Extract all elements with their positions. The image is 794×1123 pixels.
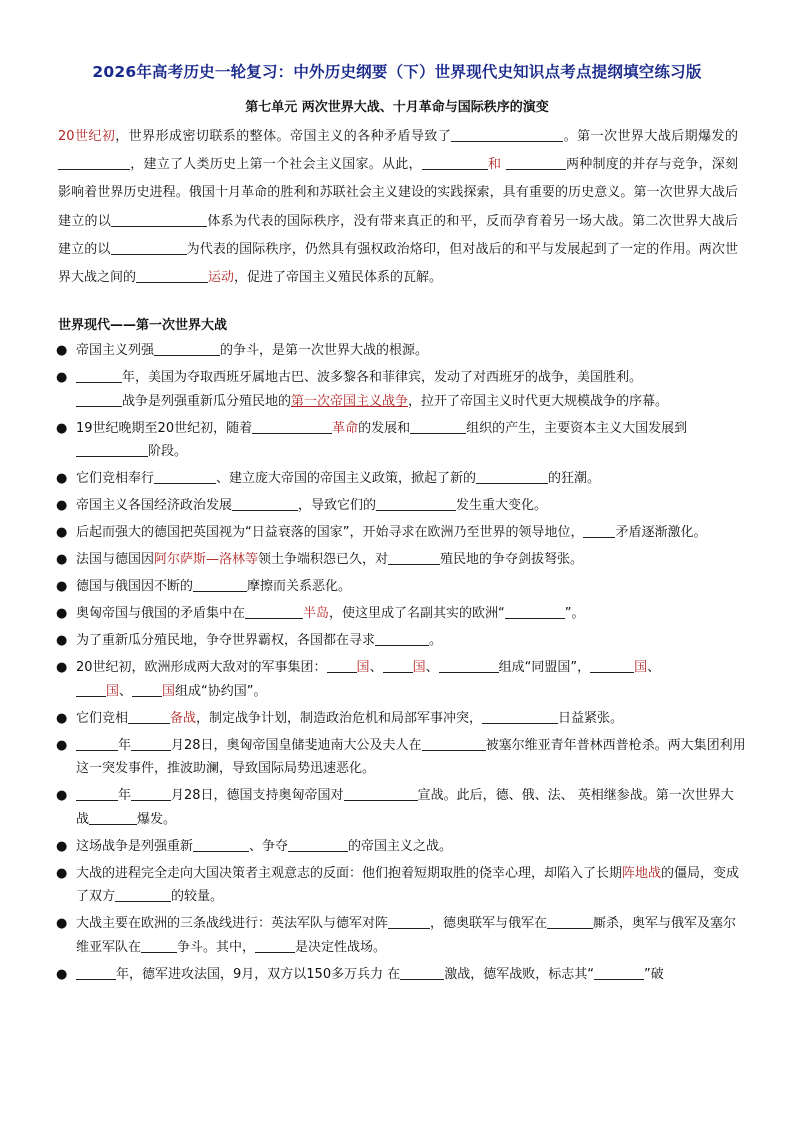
- fill-blank[interactable]: [115, 887, 171, 902]
- fill-blank[interactable]: [76, 965, 116, 980]
- bullet-icon: ●: [56, 966, 68, 982]
- list-item: [56, 784, 746, 831]
- item-text: 法国与德国因: [76, 552, 155, 568]
- bullet-icon: ●: [56, 343, 68, 358]
- item-text: 宣战。此后，德、俄、法、 英相继参战。第一次世界大战: [76, 788, 734, 827]
- item-text: 、争夺: [249, 838, 289, 854]
- intro-text: ，世界形成密切联系的整体。帝国主义的各种矛盾导致了: [115, 129, 452, 144]
- item-text: 20世纪初，欧洲形成两大敌对的军事集团：: [76, 660, 327, 676]
- item-text: 19世纪晚期至20世纪初，随着: [76, 420, 253, 436]
- item-text: 战争是列强重新瓜分殖民地的: [122, 393, 292, 409]
- item-text: 国: [634, 660, 648, 676]
- list-item: [56, 521, 746, 545]
- intro-text: 20世纪初: [58, 129, 116, 144]
- intro-text: 和: [487, 157, 502, 173]
- item-text: ”破: [643, 966, 664, 982]
- bullet-icon: ●: [56, 552, 68, 568]
- item-text: 月28日，德国支持奥匈帝国对: [171, 788, 344, 804]
- item-text: 、: [119, 683, 133, 699]
- fill-blank[interactable]: [383, 658, 413, 673]
- fill-blank[interactable]: [590, 658, 634, 673]
- item-text: 帝国主义列强: [76, 343, 155, 358]
- item-text: ，制定战争计划，制造政治危机和局部军事冲突，: [196, 710, 483, 726]
- list-item: [56, 339, 746, 363]
- item-text: 的帝国主义之战。: [348, 838, 453, 854]
- item-text: ，拉开了帝国主义时代更大规模战争的序幕。: [408, 393, 669, 409]
- item-text: 组成“协约国”。: [175, 683, 267, 699]
- item-text: 阵地战: [622, 865, 662, 881]
- item-text: 摩擦而关系恶化。: [247, 579, 352, 595]
- item-text: 日益紧张。: [558, 710, 624, 726]
- item-text: 国: [162, 683, 176, 699]
- item-text: 厮杀，奥军与俄军及塞尔维亚军队在: [76, 916, 737, 955]
- fill-blank[interactable]: [58, 155, 130, 170]
- bullet-icon: ●: [56, 606, 68, 622]
- item-text: 大战主要在欧洲的三条战线进行：英法军队与德军对阵: [76, 916, 389, 932]
- bullet-list: [56, 339, 746, 990]
- item-text: 国: [106, 683, 120, 699]
- item-text: 组成“同盟国”，: [498, 660, 591, 676]
- fill-blank[interactable]: [547, 914, 593, 929]
- bullet-icon: ●: [56, 838, 68, 854]
- item-text: ”。: [564, 606, 585, 622]
- fill-blank[interactable]: [327, 658, 357, 673]
- fill-blank[interactable]: [439, 658, 499, 673]
- unit-subtitle: 第七单元 两次世界大战、十月革命与国际秩序的演变: [245, 100, 549, 115]
- fill-blank[interactable]: [111, 212, 207, 227]
- item-text: 它们竞相: [76, 710, 129, 726]
- fill-blank[interactable]: [476, 469, 548, 484]
- item-text: 年，德军进攻法国，9月，双方以150多万兵力 在: [116, 966, 401, 982]
- fill-blank[interactable]: [388, 914, 430, 929]
- intro-text: 体系为代表的国际秩序，没有带来真正的和平，反而孕育着另一场大战。第二次世界大战后 建立的以: [58, 213, 738, 257]
- bullet-icon: ●: [56, 737, 68, 753]
- intro-text: ，建立了人类历史上第一个社会主义国家。从此，: [130, 157, 422, 173]
- fill-blank[interactable]: [422, 155, 488, 170]
- fill-blank[interactable]: [76, 786, 118, 801]
- list-item: [56, 656, 746, 703]
- fill-blank[interactable]: [245, 604, 303, 619]
- item-text: 被塞尔维亚青年普林西普枪杀。两大集团利用这一突发事件，推波助澜，导致国际局势迅速恶化。: [76, 737, 746, 777]
- fill-blank[interactable]: [154, 469, 216, 484]
- fill-blank[interactable]: [375, 631, 429, 646]
- item-text: 殖民地的争夺剑拔弩张。: [440, 552, 584, 568]
- item-text: 、: [369, 660, 383, 676]
- fill-blank[interactable]: [89, 810, 137, 825]
- list-item: [56, 467, 746, 491]
- bullet-icon: ●: [56, 471, 68, 487]
- item-text: 阶段。: [148, 444, 188, 460]
- intro-paragraph: [58, 123, 738, 292]
- item-text: 的发展和: [358, 420, 411, 436]
- item-text: 这场战争是列强重新: [76, 838, 194, 854]
- fill-blank[interactable]: [422, 736, 486, 751]
- item-text: 领土争端积怨已久，对: [258, 552, 389, 568]
- fill-blank[interactable]: [400, 965, 444, 980]
- item-text: 激战，德军战败，标志其“: [444, 966, 594, 982]
- item-text: 月28日，奥匈帝国皇储斐迪南大公及夫人在: [171, 737, 422, 753]
- intro-text: 运动: [208, 270, 235, 286]
- bullet-icon: ●: [56, 498, 68, 514]
- fill-blank[interactable]: [76, 736, 118, 751]
- item-text: 为了重新瓜分殖民地，争夺世界霸权，各国都在寻求: [76, 633, 376, 649]
- list-item: [56, 548, 746, 572]
- list-item: [56, 912, 746, 959]
- fill-blank[interactable]: [76, 368, 122, 383]
- fill-blank[interactable]: [410, 419, 466, 434]
- item-text: 组织的产生，主要资本主义大国发展到: [466, 420, 688, 436]
- fill-blank[interactable]: [76, 682, 106, 697]
- item-text: 的僵局，变成了双方: [76, 865, 740, 905]
- item-text: 矛盾逐渐激化。: [615, 525, 707, 541]
- item-text: 阿尔萨斯—洛林等: [154, 552, 259, 568]
- fill-blank[interactable]: [132, 682, 162, 697]
- list-item: [56, 963, 746, 987]
- bullet-icon: ●: [56, 420, 68, 436]
- item-text: 半岛: [303, 606, 330, 622]
- fill-blank[interactable]: [131, 786, 171, 801]
- list-item: [56, 575, 746, 599]
- fill-blank[interactable]: [482, 709, 558, 724]
- list-item: [56, 835, 746, 859]
- fill-blank[interactable]: [344, 786, 418, 801]
- item-text: 国: [412, 660, 426, 676]
- item-text: ，德奥联军与俄军在: [430, 916, 548, 932]
- list-item: [56, 707, 746, 731]
- fill-blank[interactable]: [255, 938, 295, 953]
- fill-blank[interactable]: [583, 523, 615, 538]
- fill-blank[interactable]: [76, 392, 122, 407]
- bullet-icon: ●: [56, 710, 68, 726]
- fill-blank[interactable]: [193, 837, 249, 852]
- bullet-icon: ●: [56, 865, 68, 881]
- list-item: [56, 602, 746, 626]
- list-item: [56, 629, 746, 653]
- item-text: 备战: [170, 710, 197, 726]
- item-text: ，导致它们的: [298, 498, 377, 514]
- item-text: 年: [118, 737, 132, 753]
- item-text: 的狂潮。: [548, 471, 601, 487]
- item-text: 革命: [332, 420, 359, 436]
- fill-blank[interactable]: [376, 496, 456, 511]
- fill-blank[interactable]: [288, 837, 348, 852]
- list-item: [56, 734, 746, 781]
- list-item: [56, 366, 746, 413]
- item-text: 发生重大变化。: [456, 498, 548, 514]
- bullet-icon: ●: [56, 916, 68, 932]
- fill-blank[interactable]: [154, 341, 220, 356]
- fill-blank[interactable]: [141, 938, 177, 953]
- item-text: 年: [118, 788, 132, 804]
- item-text: 的争斗，是第一次世界大战的根源。: [220, 343, 429, 358]
- item-text: 第一次帝国主义战争: [291, 393, 409, 409]
- list-item: [56, 417, 746, 464]
- item-text: 德国与俄国因不断的: [76, 579, 194, 595]
- fill-blank[interactable]: [252, 419, 332, 434]
- item-text: 的较量。: [171, 889, 224, 905]
- fill-blank[interactable]: [594, 965, 644, 980]
- fill-blank[interactable]: [505, 604, 565, 619]
- item-text: 、: [425, 660, 439, 676]
- bullet-icon: ●: [56, 369, 68, 385]
- bullet-icon: ●: [56, 788, 68, 804]
- item-text: 爆发。: [137, 811, 177, 827]
- intro-text: 两种制度的并存与竞争，深刻影响着世界历史进程。俄国十月革命的胜利和苏联社会主义建设的实践探索，具有重要的历史意义。第一次世界大战后建立的以: [58, 157, 738, 229]
- bullet-icon: ●: [56, 525, 68, 541]
- intro-text: 。第一次世界大战后期爆发的: [563, 129, 738, 144]
- item-text: 后起而强大的德国把英国视为“日益衰落的国家”，开始寻求在欧洲乃至世界的领导地位，: [76, 525, 584, 541]
- item-text: 国: [356, 660, 370, 676]
- item-text: 大战的进程完全走向大国决策者主观意志的反面：他们抱着短期取胜的侥幸心理，却陷入了长期: [76, 865, 623, 881]
- fill-blank[interactable]: [232, 496, 298, 511]
- item-text: 帝国主义各国经济政治发展: [76, 498, 233, 514]
- fill-blank[interactable]: [136, 268, 208, 283]
- item-text: 年，美国为夺取西班牙属地古巴、波多黎各和菲律宾，发动了对西班牙的战争，美国胜利。: [122, 369, 643, 385]
- fill-blank[interactable]: [128, 709, 170, 724]
- item-text: 。: [429, 633, 443, 649]
- fill-blank[interactable]: [451, 127, 563, 142]
- bullet-icon: ●: [56, 633, 68, 649]
- item-text: 它们竞相奉行: [76, 471, 155, 487]
- item-text: 争斗。其中，: [177, 939, 256, 955]
- fill-blank[interactable]: [193, 577, 247, 592]
- item-text: ，使这里成了名副其实的欧洲“: [329, 606, 505, 622]
- item-text: 奥匈帝国与俄国的矛盾集中在: [76, 606, 246, 622]
- fill-blank[interactable]: [76, 442, 148, 457]
- item-text: 、建立庞大帝国的帝国主义政策，掀起了新的: [216, 471, 477, 487]
- fill-blank[interactable]: [131, 736, 171, 751]
- list-item: [56, 862, 746, 909]
- section-heading: 世界现代——第一次世界大战: [58, 318, 228, 333]
- fill-blank[interactable]: [388, 550, 440, 565]
- list-item: [56, 494, 746, 518]
- intro-text: ，促进了帝国主义殖民体系的瓦解。: [234, 270, 443, 286]
- fill-blank[interactable]: [111, 240, 187, 255]
- document-title: 2026年高考历史一轮复习：中外历史纲要（下）世界现代史知识点考点提纲填空练习版: [92, 63, 702, 81]
- fill-blank[interactable]: [506, 155, 566, 170]
- bullet-icon: ●: [56, 579, 68, 595]
- item-text: 是决定性战场。: [295, 939, 387, 955]
- intro-text: 为代表的国际秩序，仍然具有强权政治烙印，但对战后的和平与发展起到了一定的作用。两次世界大战之间的: [58, 241, 738, 286]
- item-text: 、: [647, 660, 661, 676]
- bullet-icon: ●: [56, 660, 68, 676]
